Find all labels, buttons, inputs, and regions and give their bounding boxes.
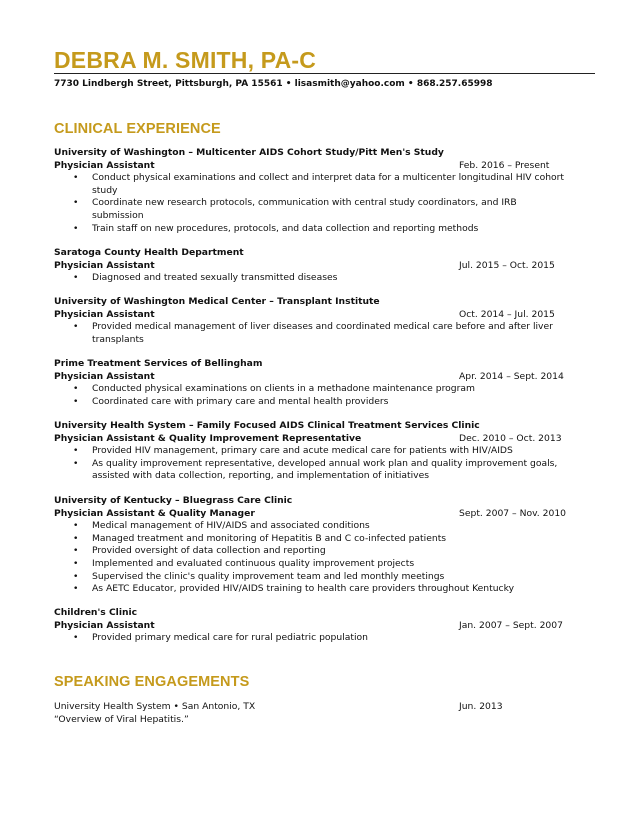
job-title-line xyxy=(54,260,574,273)
job-bullet: • Train staff on new procedures, protocols, and data collection and reporting methods xyxy=(92,223,570,236)
job-dates: Apr. 2014 – Sept. 2014 xyxy=(459,370,564,382)
job-organization: University of Washington – Multicenter AIDS Cohort Study/Pitt Men's Study xyxy=(54,147,444,158)
job-bullets xyxy=(54,520,574,596)
job-organization: University of Kentucky – Bluegrass Care Clinic xyxy=(54,495,293,506)
job-bullet: • Implemented and evaluated continuous quality improvement projects xyxy=(92,558,570,571)
speaking-date: Jun. 2013 xyxy=(459,701,503,712)
job-role: Physician Assistant xyxy=(54,159,155,171)
job-bullets xyxy=(54,445,574,483)
job-dates: Sept. 2007 – Nov. 2010 xyxy=(459,507,567,519)
job-bullets xyxy=(54,383,574,408)
job-entry-7 xyxy=(54,607,574,645)
job-dates: Jul. 2015 – Oct. 2015 xyxy=(459,259,555,271)
contact-line: 7730 Lindbergh Street, Pittsburgh, PA 15561 • lisasmith@yahoo.com • 868.257.65998 xyxy=(54,79,493,89)
job-bullets xyxy=(54,632,574,645)
job-organization: University Health System – Family Focused AIDS Clinical Treatment Services Clinic xyxy=(54,420,480,431)
job-bullets xyxy=(54,172,574,235)
job-title-line xyxy=(54,620,574,633)
job-title-line xyxy=(54,160,574,173)
job-bullet: • As quality improvement representative, developed annual work plan and quality improvement goals, assisted with data collection, reporting, and implementation of initiatives xyxy=(92,458,570,483)
speaking-venue: University Health System • San Antonio, TX xyxy=(54,701,256,712)
job-entry-5 xyxy=(54,420,574,483)
job-organization: Prime Treatment Services of Bellingham xyxy=(54,358,263,369)
job-bullet: • Supervised the clinic's quality improvement team and led monthly meetings xyxy=(92,571,570,584)
job-bullet: • Provided primary medical care for rural pediatric population xyxy=(92,632,570,645)
job-role: Physician Assistant xyxy=(54,308,155,320)
section-title-clinical-experience: CLINICAL EXPERIENCE xyxy=(54,121,221,137)
job-bullets xyxy=(54,272,574,285)
job-role: Physician Assistant & Quality Improvement Representative xyxy=(54,432,362,444)
job-bullet: • Provided oversight of data collection and reporting xyxy=(92,545,570,558)
speaking-topic: “Overview of Viral Hepatitis.” xyxy=(54,713,189,725)
job-entry-6 xyxy=(54,495,574,596)
job-title-line xyxy=(54,371,574,384)
job-bullet: • As AETC Educator, provided HIV/AIDS training to health care providers throughout Kentucky xyxy=(92,583,570,596)
candidate-name: DEBRA M. SMITH, PA-C xyxy=(54,47,317,73)
speaking-venue-line xyxy=(54,701,574,714)
job-organization: University of Washington Medical Center – Transplant Institute xyxy=(54,296,380,307)
header-divider xyxy=(54,73,595,74)
job-entry-2 xyxy=(54,247,574,285)
job-bullet: • Diagnosed and treated sexually transmitted diseases xyxy=(92,272,570,285)
job-bullet: • Managed treatment and monitoring of Hepatitis B and C co-infected patients xyxy=(92,533,570,546)
job-dates: Feb. 2016 – Present xyxy=(459,159,550,171)
job-dates: Jan. 2007 – Sept. 2007 xyxy=(459,619,563,631)
job-entry-4 xyxy=(54,358,574,408)
job-role: Physician Assistant & Quality Manager xyxy=(54,507,255,519)
job-bullets xyxy=(54,321,574,346)
job-entry-3 xyxy=(54,296,574,346)
job-organization: Saratoga County Health Department xyxy=(54,247,244,258)
job-role: Physician Assistant xyxy=(54,619,155,631)
job-title-line xyxy=(54,433,574,446)
job-bullet: • Coordinate new research protocols, communication with central study coordinators, and IRB submission xyxy=(92,197,570,222)
job-title-line xyxy=(54,309,574,322)
job-organization: Children's Clinic xyxy=(54,607,138,618)
section-title-speaking-engagements: SPEAKING ENGAGEMENTS xyxy=(54,674,250,690)
job-dates: Dec. 2010 – Oct. 2013 xyxy=(459,432,562,444)
job-dates: Oct. 2014 – Jul. 2015 xyxy=(459,308,555,320)
job-entry-1 xyxy=(54,147,574,235)
job-role: Physician Assistant xyxy=(54,370,155,382)
job-bullet: • Medical management of HIV/AIDS and associated conditions xyxy=(92,520,570,533)
job-role: Physician Assistant xyxy=(54,259,155,271)
job-bullet: • Conduct physical examinations and collect and interpret data for a multicenter longitudinal HIV cohort study xyxy=(92,172,570,197)
job-bullet: • Provided medical management of liver diseases and coordinated medical care before and after liver transplants xyxy=(92,321,570,346)
speaking-entry xyxy=(54,701,574,726)
job-title-line xyxy=(54,508,574,521)
job-bullet: • Provided HIV management, primary care and acute medical care for patients with HIV/AIDS xyxy=(92,445,570,458)
job-bullet: • Conducted physical examinations on clients in a methadone maintenance program xyxy=(92,383,570,396)
job-bullet: • Coordinated care with primary care and mental health providers xyxy=(92,396,570,409)
